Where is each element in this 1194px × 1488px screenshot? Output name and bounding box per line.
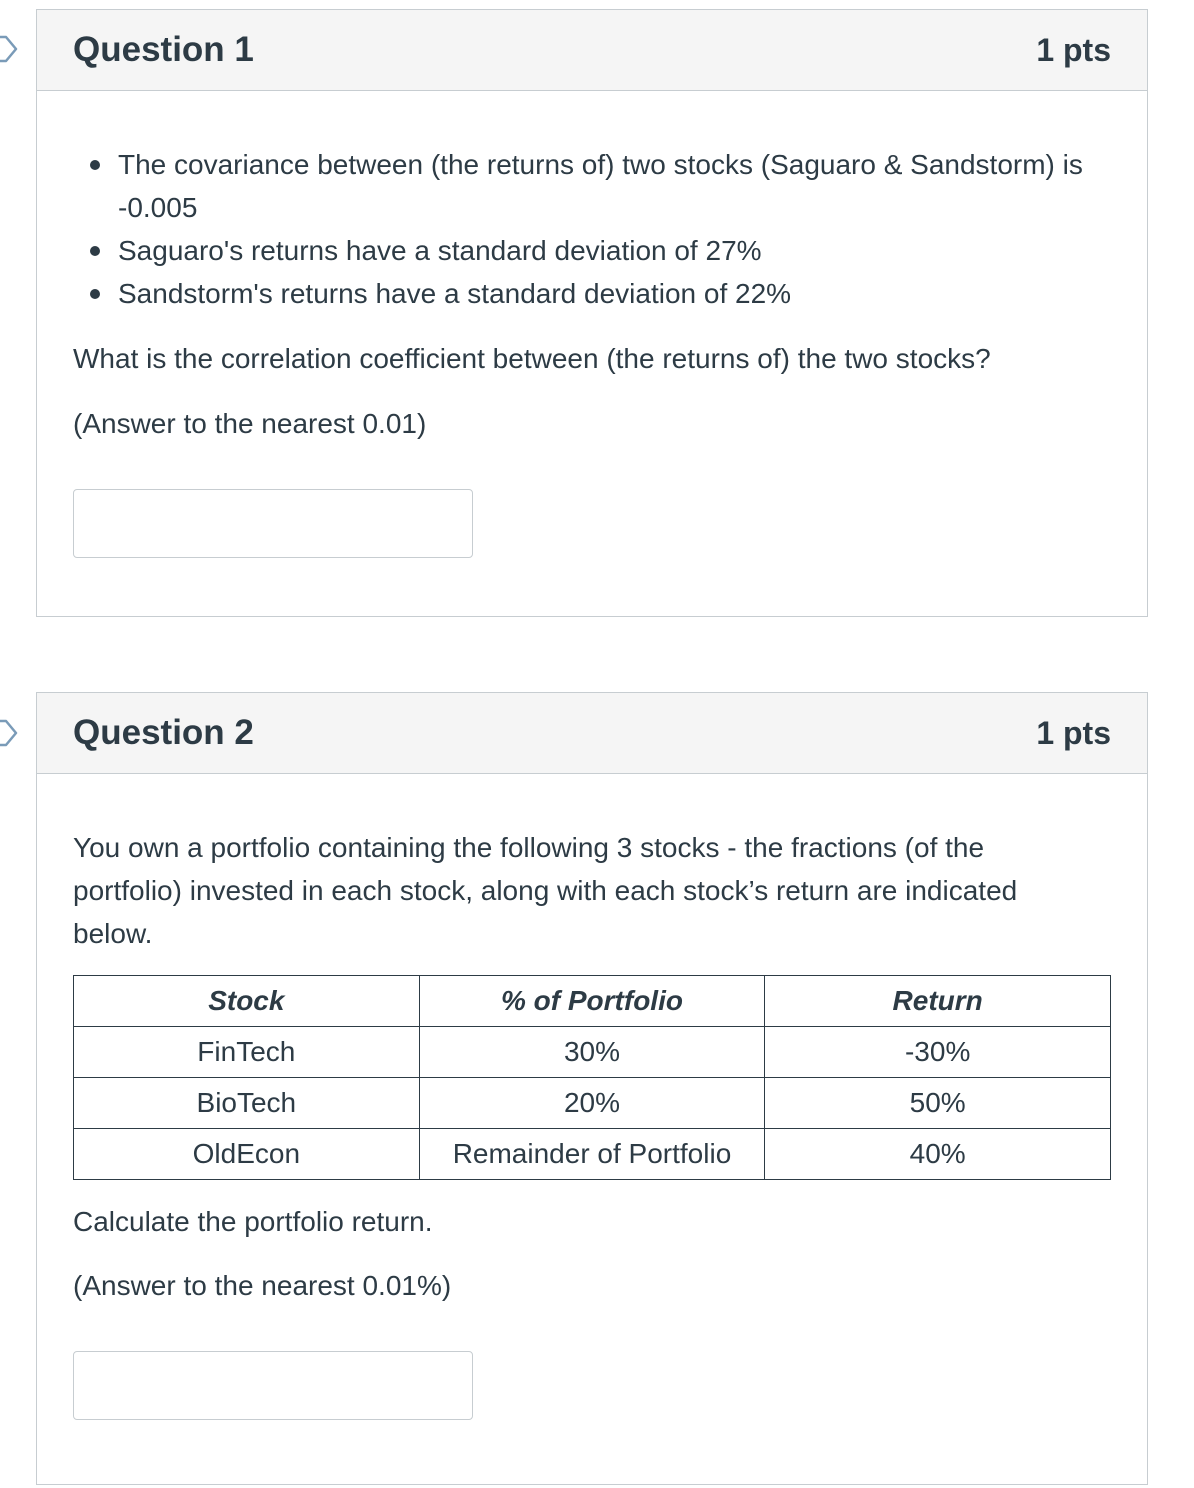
question-2-header: [37, 693, 1147, 774]
bullet-dot-icon: [90, 246, 100, 256]
bullet-text: The covariance between (the returns of) two stocks (Saguaro & Sandstorm) is -0.005: [118, 149, 1083, 223]
column-header-return: Return: [765, 976, 1111, 1027]
table-header-row: [74, 976, 1111, 1027]
question-2-bookmark-icon[interactable]: [0, 718, 18, 748]
question-2-instruction: (Answer to the nearest 0.01%): [73, 1270, 452, 1301]
question-1-instruction: (Answer to the nearest 0.01): [73, 408, 427, 439]
table-cell: 40%: [765, 1129, 1111, 1180]
table-cell: 50%: [765, 1078, 1111, 1129]
table-cell: 20%: [419, 1078, 765, 1129]
table-row: [74, 1129, 1111, 1180]
table-cell: FinTech: [74, 1027, 420, 1078]
list-item: [73, 229, 1111, 272]
question-2-intro: You own a portfolio containing the following 3 stocks - the fractions (of the portfolio) invested in each stock, along with each stock’s return are indicated below.: [73, 832, 1018, 949]
bullet-text: Saguaro's returns have a standard deviation of 27%: [118, 235, 762, 266]
list-item: [73, 272, 1111, 315]
table-cell: BioTech: [74, 1078, 420, 1129]
question-1-title: Question 1: [73, 30, 254, 69]
table-cell: OldEcon: [74, 1129, 420, 1180]
question-2-points: 1 pts: [1036, 715, 1111, 751]
question-2-prompt: Calculate the portfolio return.: [73, 1206, 433, 1237]
table-cell: Remainder of Portfolio: [419, 1129, 765, 1180]
column-header-percent-portfolio: % of Portfolio: [419, 976, 765, 1027]
question-1-bullet-list: [73, 91, 1111, 315]
bullet-dot-icon: [90, 289, 100, 299]
table-cell: -30%: [765, 1027, 1111, 1078]
question-1: [36, 9, 1148, 617]
question-1-points: 1 pts: [1036, 32, 1111, 68]
question-1-bookmark-icon[interactable]: [0, 34, 18, 64]
table-row: [74, 1078, 1111, 1129]
list-item: [73, 143, 1111, 229]
bullet-dot-icon: [90, 160, 100, 170]
question-2: [36, 692, 1148, 1485]
bullet-text: Sandstorm's returns have a standard deviation of 22%: [118, 278, 792, 309]
column-header-stock: Stock: [74, 976, 420, 1027]
table-row: [74, 1027, 1111, 1078]
portfolio-table: [73, 975, 1111, 1180]
question-1-header: [37, 10, 1147, 91]
question-1-answer-input[interactable]: [73, 489, 473, 558]
question-1-body: [37, 91, 1147, 558]
question-2-title: Question 2: [73, 713, 254, 752]
table-cell: 30%: [419, 1027, 765, 1078]
question-2-body: [37, 774, 1147, 1420]
question-1-prompt: What is the correlation coefficient between (the returns of) the two stocks?: [73, 343, 991, 374]
question-2-answer-input[interactable]: [73, 1351, 473, 1420]
